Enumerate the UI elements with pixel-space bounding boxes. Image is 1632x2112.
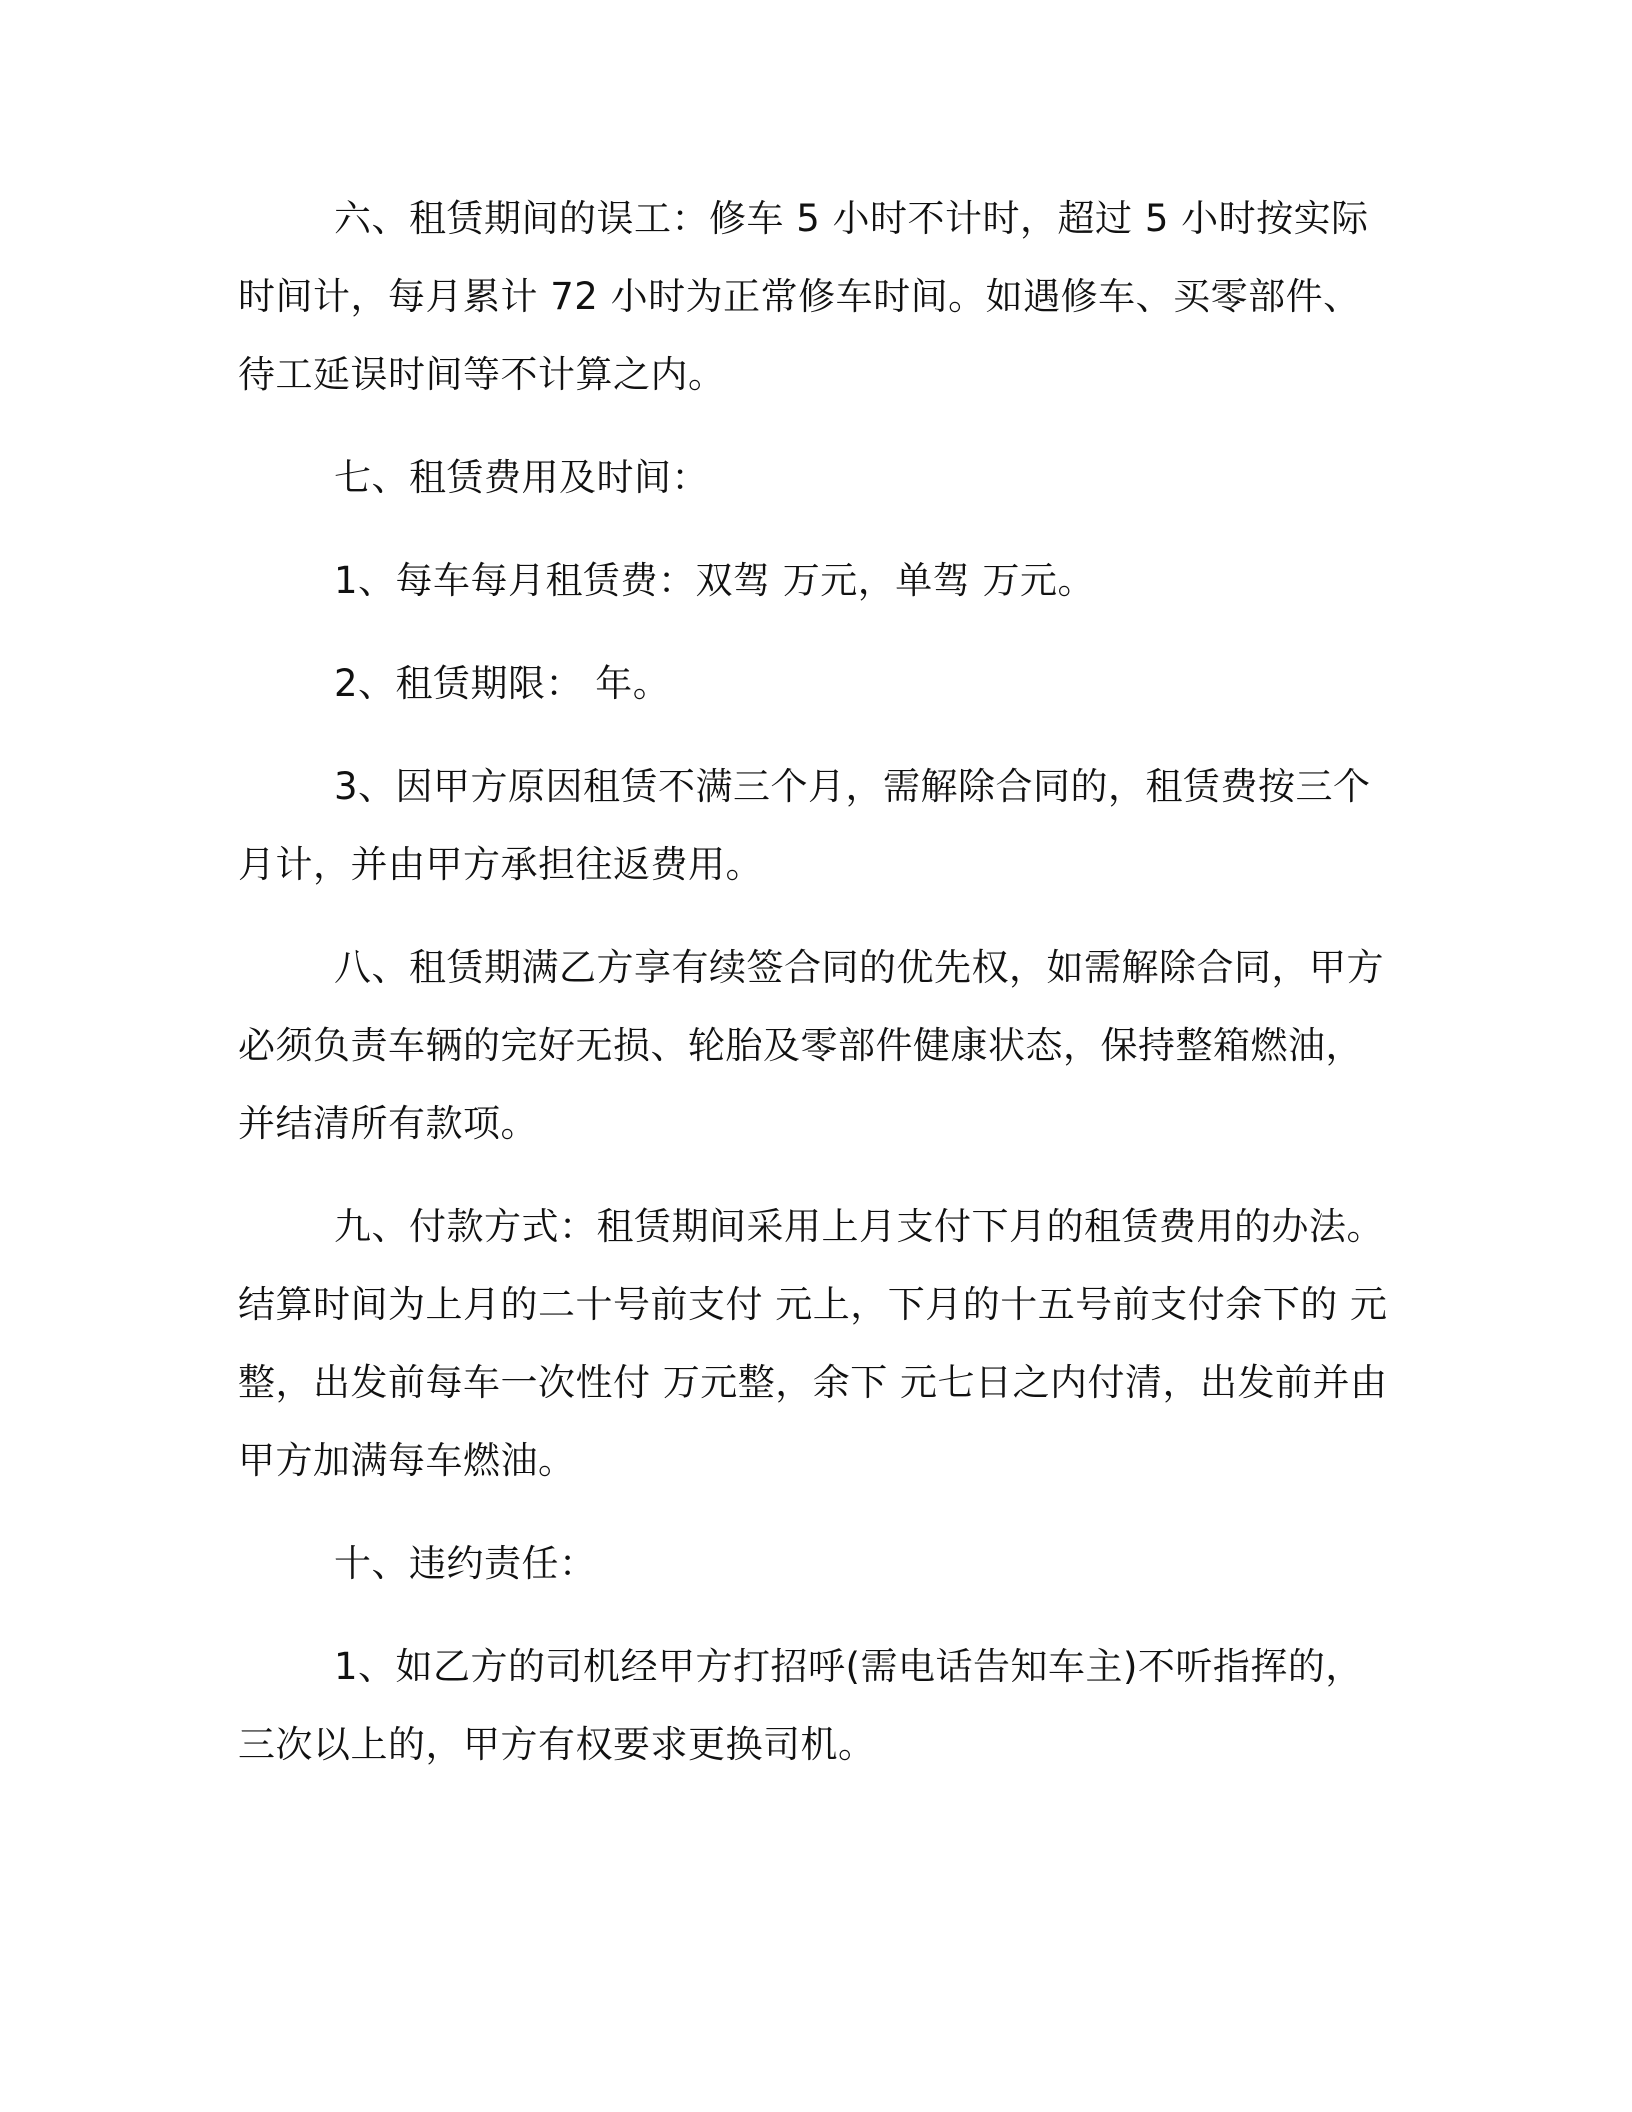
paragraph-section-9-payment: 九、付款方式：租赁期间采用上月支付下月的租赁费用的办法。结算时间为上月的二十号前支付 元上，下月的十五号前支付余下的 元整，出发前每车一次性付 万元整，余下 元七日之内付清，出发前并由甲方加满每车燃油。: [238, 1205, 1388, 1482]
paragraph-section-10-heading: 十、违约责任：: [334, 1542, 597, 1585]
paragraph-7-1-monthly-fee: 1、每车每月租赁费：双驾 万元，单驾 万元。: [334, 559, 1096, 602]
paragraph-section-8-renewal: 八、租赁期满乙方享有续签合同的优先权，如需解除合同，甲方必须负责车辆的完好无损、轮胎及零部件健康状态，保持整箱燃油，并结清所有款项。: [238, 946, 1384, 1145]
document-body: [238, 180, 1388, 1809]
paragraph-7-3-early-termination: 3、因甲方原因租赁不满三个月，需解除合同的，租赁费按三个月计，并由甲方承担往返费用。: [238, 765, 1371, 886]
paragraph-7-2-term: 2、租赁期限： 年。: [334, 662, 671, 705]
paragraph-section-7-heading: 七、租赁费用及时间：: [334, 456, 709, 499]
paragraph-10-1-driver: 1、如乙方的司机经甲方打招呼(需电话告知车主)不听指挥的，三次以上的，甲方有权要求更换司机。: [238, 1645, 1363, 1766]
paragraph-section-6-delay: 六、租赁期间的误工：修车 5 小时不计时，超过 5 小时按实际时间计，每月累计 72 小时为正常修车时间。如遇修车、买零部件、待工延误时间等不计算之内。: [238, 197, 1369, 396]
